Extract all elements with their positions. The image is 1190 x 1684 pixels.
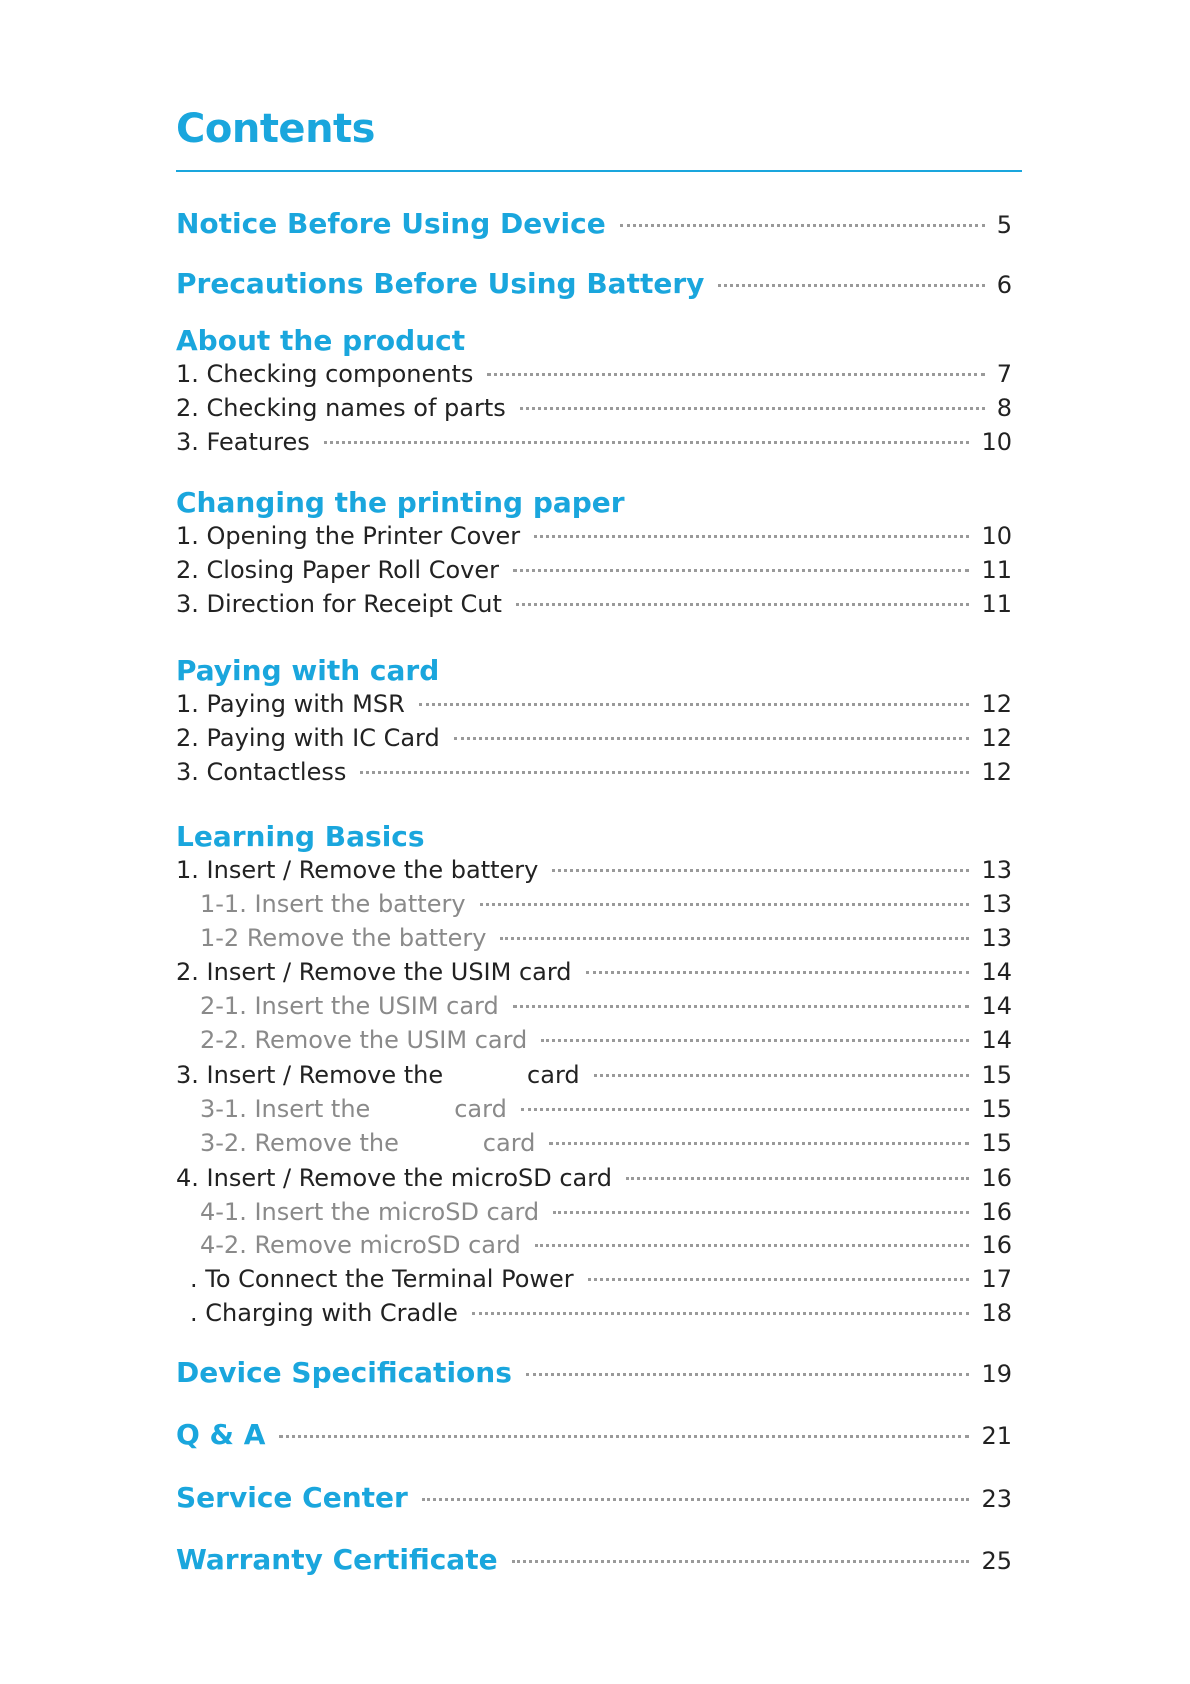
- toc-label: 1. Opening the Printer Cover: [176, 522, 521, 550]
- toc-label: 3. Insert / Remove the card: [176, 1061, 580, 1089]
- toc-subentry[interactable]: [176, 1026, 1012, 1054]
- toc-page-number: 18: [981, 1299, 1012, 1327]
- toc-page-number: 13: [981, 924, 1012, 952]
- page-title: Contents: [176, 106, 375, 152]
- toc-page-number: 17: [981, 1265, 1012, 1293]
- toc-label: 2. Closing Paper Roll Cover: [176, 556, 500, 584]
- dot-leader: [553, 1211, 969, 1214]
- toc-page-number: 14: [981, 958, 1012, 986]
- toc-label: Service Center: [176, 1481, 408, 1514]
- toc-section-changing-paper[interactable]: Changing the printing paper: [176, 486, 625, 519]
- dot-leader: [594, 1074, 970, 1077]
- toc-label: . Charging with Cradle: [190, 1299, 458, 1327]
- toc-label: 4. Insert / Remove the microSD card: [176, 1164, 612, 1192]
- toc-page-number: 11: [981, 556, 1012, 584]
- toc-section-learning[interactable]: Learning Basics: [176, 820, 425, 853]
- toc-subentry[interactable]: [176, 1129, 1012, 1157]
- toc-page-number: 13: [981, 890, 1012, 918]
- dot-leader: [586, 971, 970, 974]
- toc-subentry[interactable]: [176, 1095, 1012, 1123]
- toc-page-number: 19: [981, 1360, 1012, 1388]
- dot-leader: [279, 1435, 969, 1438]
- toc-entry[interactable]: [176, 1299, 1012, 1327]
- toc-label: 2-2. Remove the USIM card: [200, 1026, 528, 1054]
- title-divider: [176, 170, 1022, 172]
- toc-entry[interactable]: [176, 690, 1012, 718]
- toc-page-number: 16: [981, 1164, 1012, 1192]
- toc-label: Device Specifications: [176, 1356, 512, 1389]
- toc-subentry[interactable]: [176, 992, 1012, 1020]
- toc-label: 2-1. Insert the USIM card: [200, 992, 499, 1020]
- dot-leader: [516, 603, 970, 606]
- toc-entry[interactable]: [176, 1061, 1012, 1089]
- toc-page-number: 14: [981, 1026, 1012, 1054]
- toc-subentry[interactable]: [176, 890, 1012, 918]
- toc-entry[interactable]: [176, 1265, 1012, 1293]
- toc-page-number: 6: [996, 271, 1012, 299]
- toc-page-number: 21: [981, 1422, 1012, 1450]
- dot-leader: [500, 937, 969, 940]
- toc-page-number: 10: [981, 522, 1012, 550]
- toc-page-number: 10: [981, 428, 1012, 456]
- dot-leader: [526, 1373, 970, 1376]
- dot-leader: [480, 903, 970, 906]
- toc-label: 3. Features: [176, 428, 310, 456]
- toc-label: 2. Checking names of parts: [176, 394, 506, 422]
- toc-entry[interactable]: [176, 590, 1012, 618]
- toc-label: Precautions Before Using Battery: [176, 267, 705, 300]
- dot-leader: [419, 703, 970, 706]
- toc-entry[interactable]: [176, 958, 1012, 986]
- toc-page-number: 14: [981, 992, 1012, 1020]
- toc-label: 3. Contactless: [176, 758, 347, 786]
- toc-label: 4-1. Insert the microSD card: [200, 1198, 540, 1226]
- toc-page-number: 15: [981, 1061, 1012, 1089]
- dot-leader: [520, 407, 985, 410]
- toc-label: 3-2. Remove the card: [200, 1129, 536, 1157]
- toc-page-number: 15: [981, 1129, 1012, 1157]
- dot-leader: [626, 1177, 970, 1180]
- toc-page-number: 16: [981, 1198, 1012, 1226]
- toc-section-about[interactable]: About the product: [176, 324, 466, 357]
- toc-entry[interactable]: [176, 360, 1012, 388]
- toc-subentry[interactable]: [176, 1198, 1012, 1226]
- dot-leader: [513, 1005, 970, 1008]
- toc-page-number: 12: [981, 758, 1012, 786]
- toc-label: 1. Insert / Remove the battery: [176, 856, 539, 884]
- dot-leader: [487, 373, 984, 376]
- dot-leader: [534, 535, 969, 538]
- toc-page-number: 11: [981, 590, 1012, 618]
- dot-leader: [718, 284, 984, 287]
- toc-label: 1. Checking components: [176, 360, 474, 388]
- toc-entry-warranty[interactable]: [176, 1543, 1012, 1576]
- toc-label: 2. Paying with IC Card: [176, 724, 440, 752]
- dot-leader: [360, 771, 969, 774]
- toc-page-number: 15: [981, 1095, 1012, 1123]
- dot-leader: [549, 1142, 969, 1145]
- toc-entry[interactable]: [176, 522, 1012, 550]
- toc-entry-qa[interactable]: [176, 1418, 1012, 1451]
- toc-entry[interactable]: [176, 758, 1012, 786]
- toc-label: . To Connect the Terminal Power: [190, 1265, 574, 1293]
- toc-label: 1-2 Remove the battery: [200, 924, 487, 952]
- toc-subentry[interactable]: [176, 924, 1012, 952]
- toc-label: Notice Before Using Device: [176, 207, 606, 240]
- toc-label: 1-1. Insert the battery: [200, 890, 466, 918]
- toc-page-number: 12: [981, 690, 1012, 718]
- dot-leader: [472, 1312, 970, 1315]
- toc-page-number: 13: [981, 856, 1012, 884]
- toc-section-paying[interactable]: Paying with card: [176, 654, 440, 687]
- toc-entry[interactable]: [176, 724, 1012, 752]
- toc-entry-notice[interactable]: [176, 207, 1012, 240]
- dot-leader: [324, 441, 970, 444]
- toc-page-number: 7: [996, 360, 1012, 388]
- toc-label: 3-1. Insert the card: [200, 1095, 507, 1123]
- dot-leader: [535, 1244, 970, 1247]
- toc-page-number: 5: [996, 211, 1012, 239]
- toc-label: 3. Direction for Receipt Cut: [176, 590, 502, 618]
- toc-entry-service-center[interactable]: [176, 1481, 1012, 1514]
- toc-label: 1. Paying with MSR: [176, 690, 405, 718]
- toc-page-number: 8: [996, 394, 1012, 422]
- toc-entry[interactable]: [176, 556, 1012, 584]
- toc-label: 2. Insert / Remove the USIM card: [176, 958, 572, 986]
- toc-entry[interactable]: [176, 428, 1012, 456]
- dot-leader: [422, 1498, 970, 1501]
- toc-entry[interactable]: [176, 1164, 1012, 1192]
- dot-leader: [588, 1278, 970, 1281]
- toc-page-number: 16: [981, 1231, 1012, 1259]
- dot-leader: [521, 1108, 970, 1111]
- toc-page-number: 25: [981, 1547, 1012, 1575]
- toc-entry-specifications[interactable]: [176, 1356, 1012, 1389]
- toc-label: 4-2. Remove microSD card: [200, 1231, 521, 1259]
- dot-leader: [541, 1039, 969, 1042]
- toc-entry-precautions[interactable]: [176, 267, 1012, 300]
- toc-label: Q & A: [176, 1418, 266, 1451]
- dot-leader: [454, 737, 970, 740]
- dot-leader: [620, 224, 985, 227]
- dot-leader: [513, 569, 969, 572]
- toc-entry[interactable]: [176, 394, 1012, 422]
- toc-entry[interactable]: [176, 856, 1012, 884]
- toc-page-number: 12: [981, 724, 1012, 752]
- toc-subentry[interactable]: [176, 1231, 1012, 1259]
- toc-page-number: 23: [981, 1485, 1012, 1513]
- toc-label: Warranty Certificate: [176, 1543, 498, 1576]
- dot-leader: [512, 1560, 970, 1563]
- dot-leader: [552, 869, 969, 872]
